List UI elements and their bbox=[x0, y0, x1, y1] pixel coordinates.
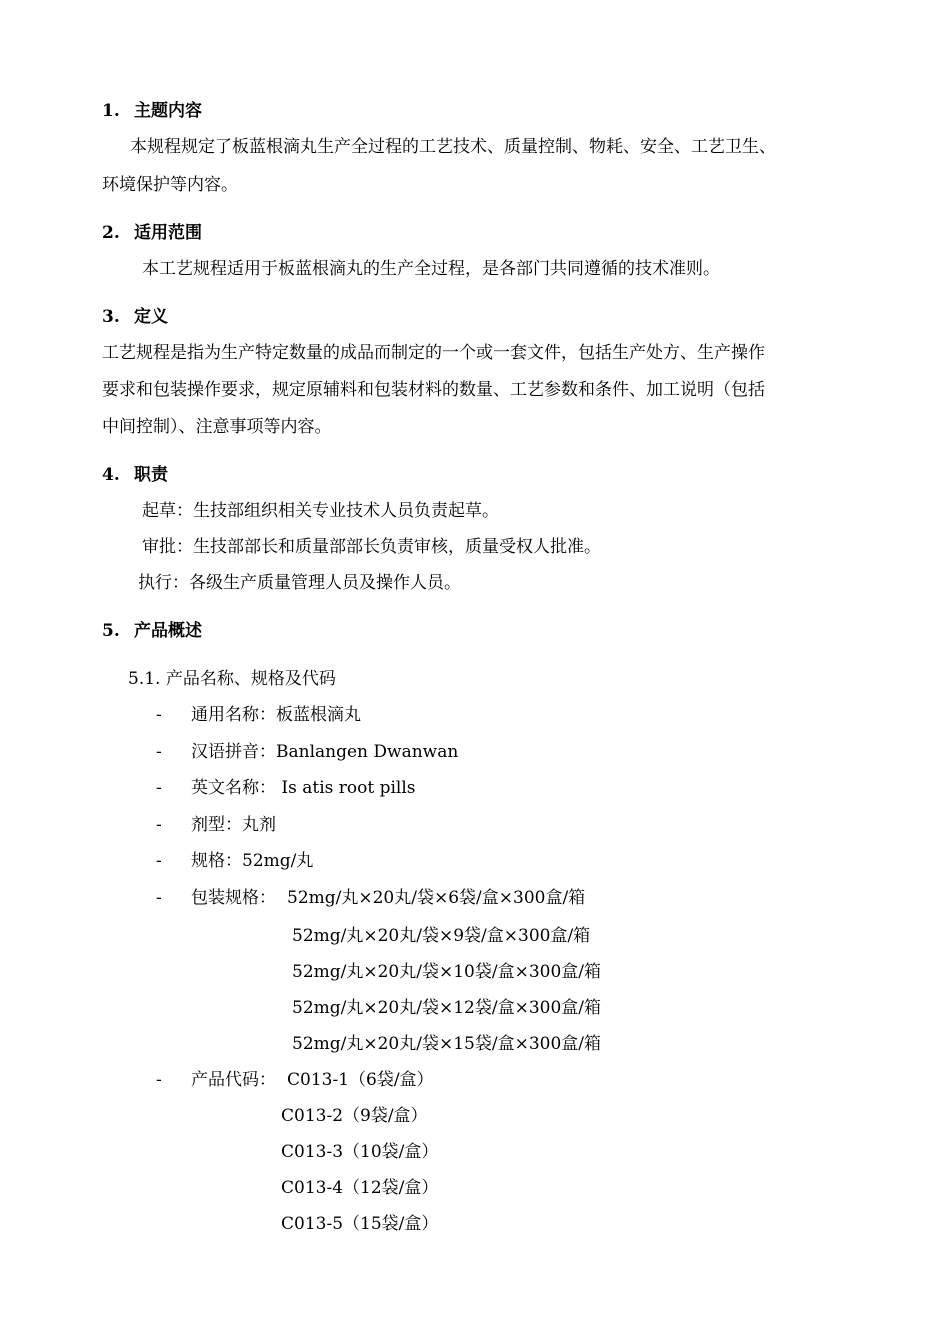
product-code-3: C013-3（10袋/盒） bbox=[281, 1142, 439, 1162]
section-3-line-2: 要求和包装操作要求，规定原辅料和包装材料的数量、工艺参数和条件、加工说明（包括 bbox=[102, 380, 765, 400]
section-1-title: 主题内容 bbox=[134, 101, 202, 121]
packaging-spec-2: 52mg/丸×20丸/袋×9袋/盒×300盒/箱 bbox=[292, 926, 591, 946]
bullet-dash: - bbox=[156, 1070, 162, 1090]
section-4-number: 4. bbox=[102, 465, 120, 485]
bullet-dash: - bbox=[156, 888, 162, 908]
section-2-line-1: 本工艺规程适用于板蓝根滴丸的生产全过程，是各部门共同遵循的技术准则。 bbox=[142, 259, 720, 279]
code-label: 产品代码： bbox=[191, 1070, 276, 1090]
section-4-line-1: 起草：生技部组织相关专业技术人员负责起草。 bbox=[142, 501, 499, 521]
section-1-line-2: 环境保护等内容。 bbox=[102, 175, 238, 195]
english-name: 英文名称： Is atis root pills bbox=[191, 778, 416, 798]
product-code-5: C013-5（15袋/盒） bbox=[281, 1214, 439, 1234]
section-5-title: 产品概述 bbox=[134, 621, 202, 641]
packaging-spec-4: 52mg/丸×20丸/袋×12袋/盒×300盒/箱 bbox=[292, 998, 601, 1018]
section-4-title: 职责 bbox=[134, 465, 168, 485]
packaging-spec-3: 52mg/丸×20丸/袋×10袋/盒×300盒/箱 bbox=[292, 962, 601, 982]
product-code-4: C013-4（12袋/盒） bbox=[281, 1178, 439, 1198]
bullet-dash: - bbox=[156, 705, 162, 725]
section-4-line-2: 审批：生技部部长和质量部部长负责审核，质量受权人批准。 bbox=[142, 537, 601, 557]
bullet-dash: - bbox=[156, 742, 162, 762]
bullet-dash: - bbox=[156, 815, 162, 835]
section-3-title: 定义 bbox=[134, 307, 168, 327]
generic-name: 通用名称：板蓝根滴丸 bbox=[191, 705, 361, 725]
product-code-2: C013-2（9袋/盒） bbox=[281, 1106, 428, 1126]
packaging-spec-1: 52mg/丸×20丸/袋×6袋/盒×300盒/箱 bbox=[287, 888, 586, 908]
section-1-line-1: 本规程规定了板蓝根滴丸生产全过程的工艺技术、质量控制、物耗、安全、工艺卫生、 bbox=[130, 137, 776, 157]
product-code-1: C013-1（6袋/盒） bbox=[287, 1070, 434, 1090]
section-1-number: 1. bbox=[102, 101, 120, 121]
section-2-title: 适用范围 bbox=[134, 223, 202, 243]
section-5-number: 5. bbox=[102, 621, 120, 641]
packaging-spec-5: 52mg/丸×20丸/袋×15袋/盒×300盒/箱 bbox=[292, 1034, 601, 1054]
section-3-number: 3. bbox=[102, 307, 120, 327]
pinyin-name: 汉语拼音：Banlangen Dwanwan bbox=[191, 742, 459, 762]
section-4-line-3: 执行：各级生产质量管理人员及操作人员。 bbox=[138, 573, 461, 593]
packaging-label: 包装规格： bbox=[191, 888, 276, 908]
section-2-number: 2. bbox=[102, 223, 120, 243]
subsection-5-1: 5.1. 产品名称、规格及代码 bbox=[128, 669, 336, 689]
dosage-form: 剂型：丸剂 bbox=[191, 815, 276, 835]
specification: 规格：52mg/丸 bbox=[191, 851, 314, 871]
bullet-dash: - bbox=[156, 778, 162, 798]
bullet-dash: - bbox=[156, 851, 162, 871]
section-3-line-3: 中间控制）、注意事项等内容。 bbox=[102, 417, 332, 437]
section-3-line-1: 工艺规程是指为生产特定数量的成品而制定的一个或一套文件，包括生产处方、生产操作 bbox=[102, 343, 765, 363]
